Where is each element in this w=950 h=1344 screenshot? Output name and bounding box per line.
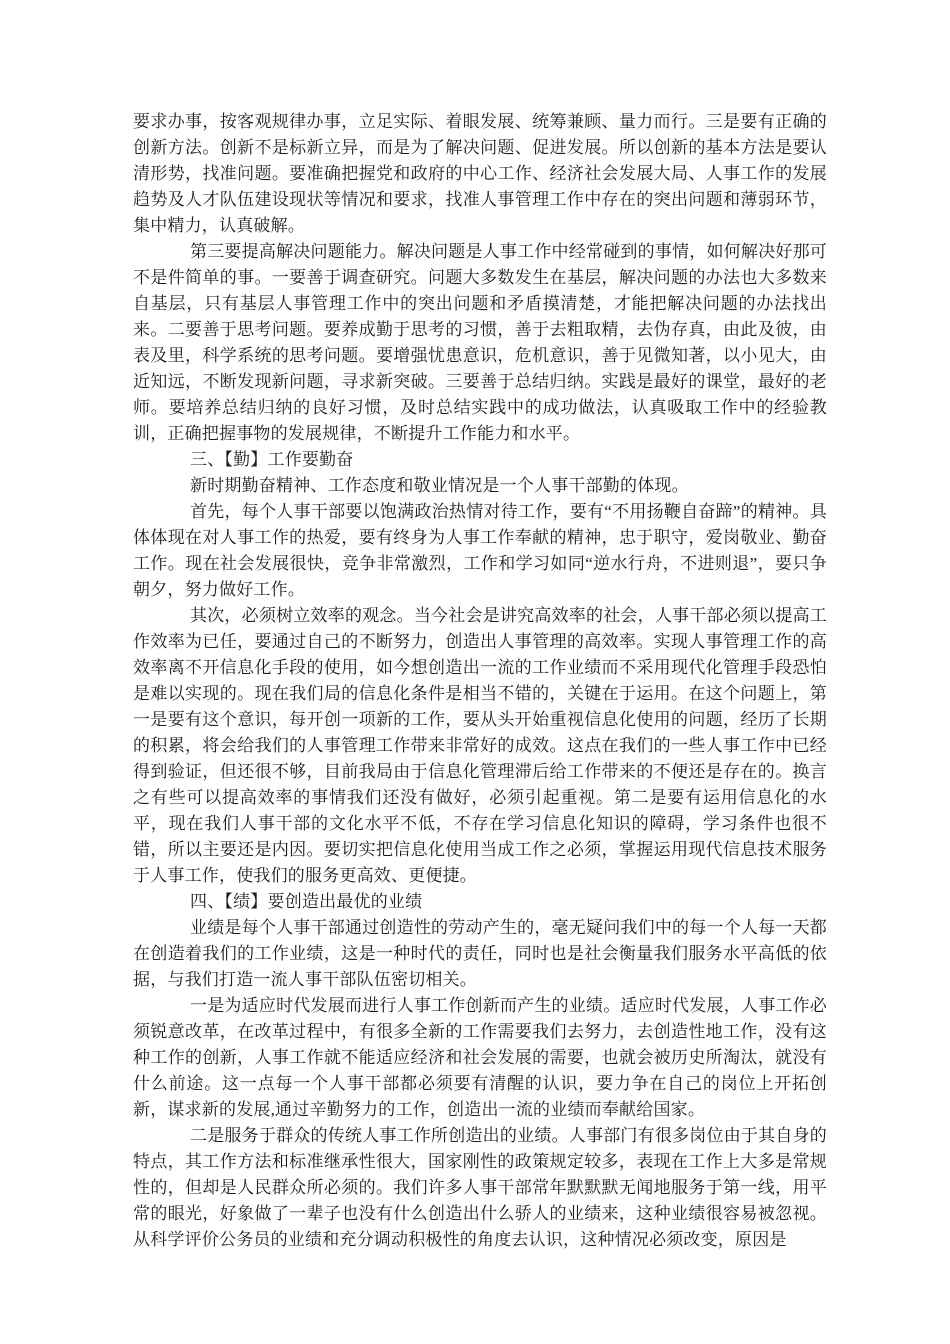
paragraph-continuation: 要求办事，按客观规律办事，立足实际、着眼发展、统筹兼顾、量力而行。三是要有正确的创新方法。创新不是标新立异，而是为了解决问题、促进发展。所以创新的基本方法是要认清形势，找准问题。要准确把握党和政府的中心工作、经济社会发展大局、人事工作的发展趋势及人才队伍建设现状等情况和要求，找准人事管理工作中存在的突出问题和薄弱环节，集中精力，认真破解。 <box>133 112 827 235</box>
paragraph-first-innovation-achievement: 一是为适应时代发展而进行人事工作创新而产生的业绩。适应时代发展，人事工作必须锐意改革，在改革过程中，有很多全新的工作需要我们去努力，去创造性地工作，没有这种工作的创新，人事工作就不能适应经济和社会发展的需要，也就会被历史所淘汰，就没有什么前途。这一点每一个人事干部都必须要有清醒的认识，要力争在自己的岗位上开拓创新，谋求新的发展,通过辛勤努力的工作，创造出一流的业绩而奉献给国家。 <box>133 996 827 1119</box>
paragraph-ji-intro: 业绩是每个人事干部通过创造性的劳动产生的，毫无疑问我们中的每一个人每一天都在创造着我们的工作业绩，这是一种时代的责任，同时也是社会衡量我们服务水平高低的依据，与我们打造一流人事干部队伍密切相关。 <box>133 918 827 989</box>
document-body <box>133 109 827 1253</box>
paragraph-qin-intro: 新时期勤奋精神、工作态度和敬业情况是一个人事干部勤的体现。 <box>190 476 689 495</box>
paragraph-second-service-achievement: 二是服务于群众的传统人事工作所创造出的业绩。人事部门有很多岗位由于其自身的特点，其工作方法和标准继承性很大，国家刚性的政策规定较多，表现在工作上大多是常规性的，但却是人民群众所必须的。我们许多人事干部常年默默默无闻地服务于第一线，用平常的眼光，好象做了一辈子也没有什么创造出什么骄人的业绩来，这种业绩很容易被忽视。从科学评价公务员的业绩和充分调动积极性的角度去认识，这种情况必须改变，原因是 <box>133 1126 827 1249</box>
paragraph-second-efficiency: 其次，必须树立效率的观念。当今社会是讲究高效率的社会，人事干部必须以提高工作效率为已任，要通过自己的不断努力，创造出人事管理的高效率。实现人事管理工作的高效率离不开信息化手段的使用，如今想创造出一流的工作业绩而不采用现代化管理手段恐怕是难以实现的。现在我们局的信息化条件是相当不错的，关键在于运用。在这个问题上，第一是要有这个意识，每开创一项新的工作，要从头开始重视信息化使用的问题，经历了长期的积累，将会给我们的人事管理工作带来非常好的成效。这点在我们的一些人事工作中已经得到验证，但还很不够，目前我局由于信息化管理滞后给工作带来的不便还是存在的。换言之有些可以提高效率的事情我们还没有做好，必须引起重视。第二是要有运用信息化的水平，现在我们人事干部的文化水平不低，不存在学习信息化知识的障碍，学习条件也很不错，所以主要还是内因。要切实把信息化使用当成工作之必须，掌握运用现代信息技术服务于人事工作，使我们的服务更高效、更便捷。 <box>133 606 827 885</box>
heading-section-3-qin: 三、【勤】工作要勤奋 <box>190 450 354 469</box>
paragraph-first-attitude: 首先，每个人事干部要以饱满政治热情对待工作，要有“不用扬鞭自奋蹄”的精神。具体体现在对人事工作的热爱，要有终身为人事工作奉献的精神，忠于职守，爱岗敬业、勤奋工作。现在社会发展很快，竞争非常激烈，工作和学习如同“逆水行舟，不进则退”，要只争朝夕，努力做好工作。 <box>133 502 827 599</box>
heading-section-4-ji: 四、【绩】要创造出最优的业绩 <box>190 892 423 911</box>
paragraph-problem-solving: 第三要提高解决问题能力。解决问题是人事工作中经常碰到的事情，如何解决好那可不是件简单的事。一要善于调查研究。问题大多数发生在基层，解决问题的办法也大多数来自基层，只有基层人事管理工作中的突出问题和矛盾摸清楚，才能把解决问题的办法找出来。二要善于思考问题。要养成勤于思考的习惯，善于去粗取精，去伪存真，由此及彼，由表及里，科学系统的思考问题。要增强忧患意识，危机意识，善于见微知著，以小见大，由近知远，不断发现新问题，寻求新突破。三要善于总结归纳。实践是最好的课堂，最好的老师。要培养总结归纳的良好习惯，及时总结实践中的成功做法，认真吸取工作中的经验教训，正确把握事物的发展规律，不断提升工作能力和水平。 <box>133 242 827 443</box>
